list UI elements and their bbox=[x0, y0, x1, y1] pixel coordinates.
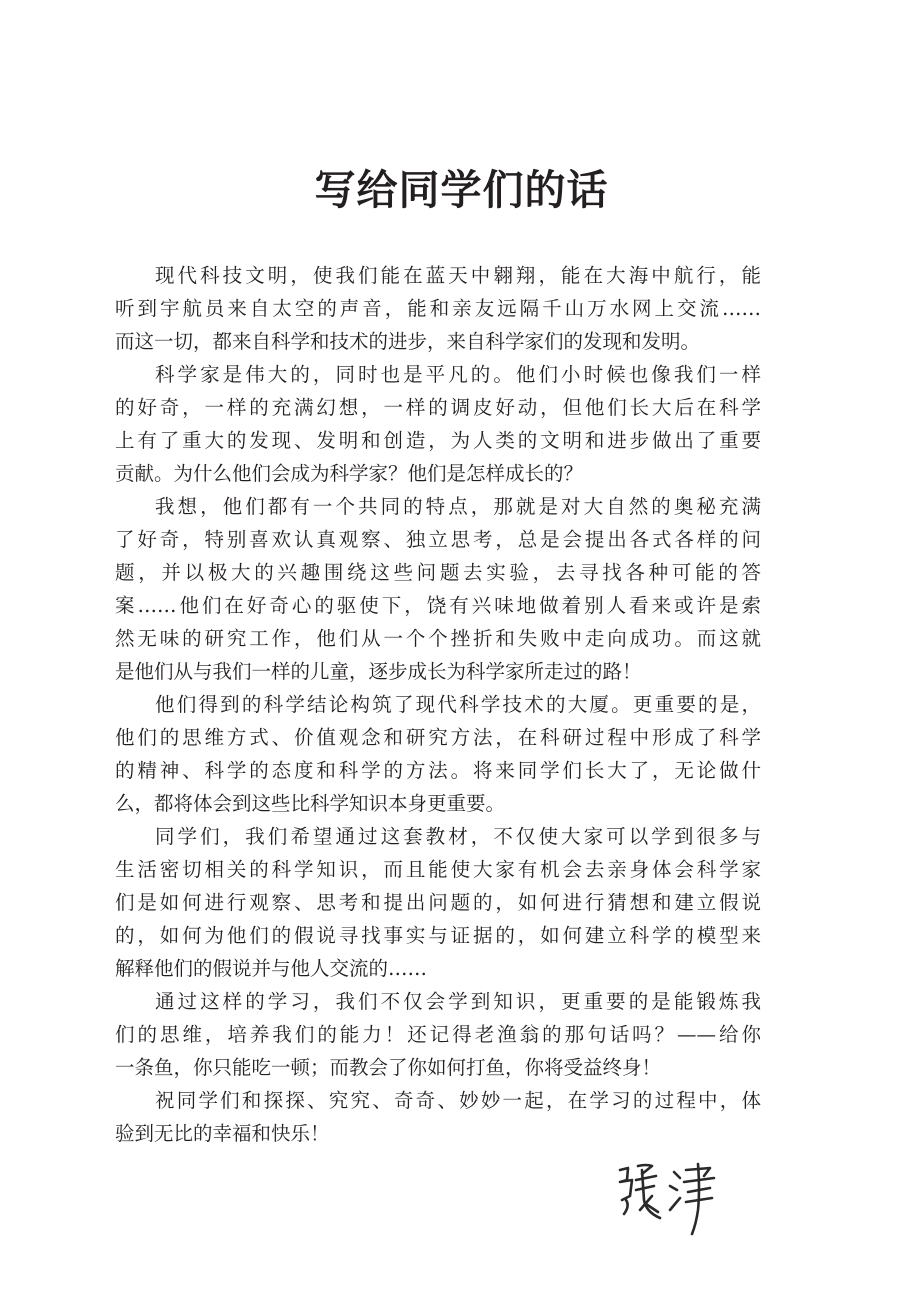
paragraph-2 bbox=[115, 358, 761, 490]
text-line: 现代科技文明，使我们能在蓝天中翱翔，能在大海中航行，能 bbox=[155, 264, 761, 287]
text-line: 是他们从与我们一样的儿童，逐步成长为科学家所走过的路！ bbox=[115, 660, 642, 683]
text-line: 解释他们的假说并与他人交流的…… bbox=[115, 957, 428, 980]
text-line: 贡献。为什么他们会成为科学家？他们是怎样成长的？ bbox=[115, 462, 584, 485]
text-line: 同学们，我们希望通过这套教材，不仅使大家可以学到很多与 bbox=[155, 825, 761, 848]
paragraph-6 bbox=[115, 985, 761, 1084]
letter-body bbox=[115, 259, 761, 1150]
text-line: 他们的思维方式、价值观念和研究方法，在科研过程中形成了科学 bbox=[115, 726, 761, 749]
paragraph-1 bbox=[115, 259, 761, 358]
text-line: 验到无比的幸福和快乐！ bbox=[115, 1122, 330, 1145]
text-line: 生活密切相关的科学知识，而且能使大家有机会去亲身体会科学家 bbox=[115, 858, 761, 881]
text-line: 然无味的研究工作，他们从一个个挫折和失败中走向成功。而这就 bbox=[115, 627, 761, 650]
text-line: 祝同学们和探探、究究、奇奇、妙妙一起，在学习的过程中，体 bbox=[155, 1089, 761, 1112]
paragraph-5 bbox=[115, 820, 761, 985]
text-line: 们的思维，培养我们的能力！还记得老渔翁的那句话吗？——给你 bbox=[115, 1023, 761, 1046]
text-line: 上有了重大的发现、发明和创造，为人类的文明和进步做出了重要 bbox=[115, 429, 761, 452]
handwritten-signature bbox=[612, 1160, 722, 1238]
paragraph-7 bbox=[115, 1084, 761, 1150]
page-title: 写给同学们的话 bbox=[314, 166, 609, 214]
text-line: 了好奇，特别喜欢认真观察、独立思考，总是会提出各式各样的问 bbox=[115, 528, 761, 551]
text-line: 他们得到的科学结论构筑了现代科学技术的大厦。更重要的是， bbox=[155, 693, 761, 716]
text-line: 的好奇，一样的充满幻想，一样的调皮好动，但他们长大后在科学 bbox=[115, 396, 761, 419]
text-line: 通过这样的学习，我们不仅会学到知识，更重要的是能锻炼我 bbox=[155, 990, 761, 1013]
text-line: 科学家是伟大的，同时也是平凡的。他们小时候也像我们一样 bbox=[155, 363, 761, 386]
text-line: 的，如何为他们的假说寻找事实与证据的，如何建立科学的模型来 bbox=[115, 924, 761, 947]
text-line: 们是如何进行观察、思考和提出问题的，如何进行猜想和建立假说 bbox=[115, 891, 761, 914]
text-line: 而这一切，都来自科学和技术的进步，来自科学家们的发现和发明。 bbox=[115, 330, 701, 353]
text-line: 么，都将体会到这些比科学知识本身更重要。 bbox=[115, 792, 506, 815]
paragraph-4 bbox=[115, 688, 761, 820]
text-line: 题，并以极大的兴趣围绕这些问题去实验，去寻找各种可能的答 bbox=[115, 561, 761, 584]
text-line: 听到宇航员来自太空的声音，能和亲友远隔千山万水网上交流…… bbox=[115, 297, 761, 320]
text-line: 的精神、科学的态度和科学的方法。将来同学们长大了，无论做什 bbox=[115, 759, 761, 782]
text-line: 我想，他们都有一个共同的特点，那就是对大自然的奥秘充满 bbox=[155, 495, 761, 518]
text-line: 一条鱼，你只能吃一顿；而教会了你如何打鱼，你将受益终身！ bbox=[115, 1056, 662, 1079]
paragraph-3 bbox=[115, 490, 761, 688]
text-line: 案……他们在好奇心的驱使下，饶有兴味地做着别人看来或许是索 bbox=[115, 594, 761, 617]
